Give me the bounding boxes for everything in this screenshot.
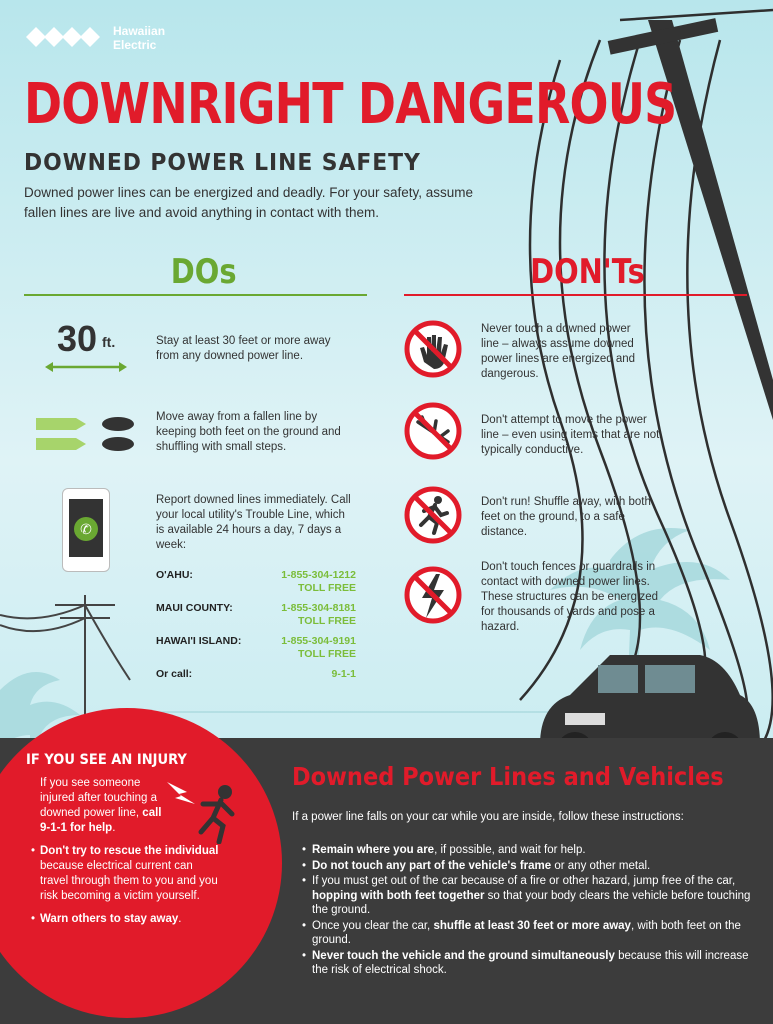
injury-bullet-2-text: . bbox=[178, 913, 182, 925]
donts-item-4: Don't touch fences or guardrails in contact with downed power lines. These structures can be energized for thousands of yards and pose a hazard. bbox=[481, 561, 659, 633]
no-electricity-icon bbox=[404, 566, 462, 624]
page-subtitle: DOWNED POWER LINE SAFETY bbox=[24, 150, 421, 176]
vehicles-bullet-4: • Once you clear the car, shuffle at least 30 feet or more away, with both feet on the ground. bbox=[312, 919, 752, 948]
vehicles-bullet-2: • Do not touch any part of the vehicle's frame or any other metal. bbox=[312, 859, 752, 874]
phone-note: TOLL FREE bbox=[298, 648, 356, 660]
phone-label: HAWAI'I ISLAND: bbox=[156, 635, 242, 647]
page-title: DOWNRIGHT DANGEROUS bbox=[24, 72, 677, 137]
phone-label: Or call: bbox=[156, 668, 193, 680]
phone-row bbox=[156, 635, 356, 668]
dos-item-2: Move away from a fallen line by keeping both feet on the ground and shuffling with small steps. bbox=[156, 411, 341, 453]
vehicles-bullet-5: • Never touch the vehicle and the ground simultaneously because this will increase the risk of electrical shock. bbox=[312, 949, 752, 978]
no-running-icon bbox=[404, 486, 462, 544]
phone-note: TOLL FREE bbox=[298, 582, 356, 594]
phone-icon bbox=[62, 488, 110, 572]
phone-row bbox=[156, 602, 356, 635]
injury-bullet-1-bold: Don't try to rescue the individual bbox=[40, 845, 219, 857]
injury-intro: If you see someone injured after touching a downed power line, bbox=[40, 777, 157, 819]
vehicles-bullet-3: • If you must get out of the car because of a fire or other hazard, jump free of the car, hopping with both feet together so that your body clears the vehicle before touching the ground. bbox=[312, 874, 752, 918]
phone-row bbox=[156, 668, 356, 688]
vehicles-heading: Downed Power Lines and Vehicles bbox=[292, 762, 724, 791]
distance-30ft-icon bbox=[45, 318, 127, 378]
shuffling-feet-icon bbox=[36, 410, 136, 460]
injury-heading: IF YOU SEE AN INJURY bbox=[26, 752, 187, 768]
intro-text: Downed power lines can be energized and deadly. For your safety, assume fallen lines are live and avoid anything in contact with them. bbox=[24, 185, 474, 220]
brand-name-line1: Hawaiian bbox=[113, 24, 166, 38]
phone-number: 9-1-1 bbox=[331, 668, 356, 680]
dos-divider bbox=[24, 294, 367, 296]
distance-value: 30 bbox=[57, 318, 98, 359]
vehicles-bullet-1: • Remain where you are, if possible, and wait for help. bbox=[312, 843, 752, 858]
injury-bullet-1-text: because electrical current can travel through them to you and you risk becoming a victim yourself. bbox=[40, 860, 218, 902]
phone-number: 1-855-304-9191 bbox=[281, 635, 356, 647]
phone-list bbox=[156, 569, 356, 688]
injury-bullet-1: • Don't try to rescue the individual because electrical current can travel through them to you and you risk becoming a victim yourself. bbox=[31, 845, 219, 902]
phone-note: TOLL FREE bbox=[298, 615, 356, 627]
phone-number: 1-855-304-8181 bbox=[281, 602, 356, 614]
phone-label: MAUI COUNTY: bbox=[156, 602, 233, 614]
brand-name-line2: Electric bbox=[113, 38, 157, 52]
injury-bullet-2-bold: Warn others to stay away bbox=[40, 913, 179, 925]
phone-number: 1-855-304-1212 bbox=[281, 569, 356, 581]
donts-item-1: Never touch a downed power line – always assume downed power lines are energized and dangerous. bbox=[481, 323, 636, 380]
injury-callout: IF YOU SEE AN INJURY If you see someone injured after touching a downed power line, call 9-1-1 for help. • Don't try to rescue the individual because electrical current can travel through them to you and you risk becoming a victim yourself. • Warn others to stay away. bbox=[26, 752, 219, 925]
call-icon: ✆ bbox=[74, 517, 98, 541]
dos-item-1: Stay at least 30 feet or more away from any downed power line. bbox=[156, 335, 331, 362]
donts-item-2: Don't attempt to move the power line – even using items that are not typically conductive. bbox=[481, 414, 660, 456]
hawaiian-electric-logo-icon bbox=[26, 22, 104, 52]
donts-item-3: Don't run! Shuffle away, with both feet on the ground, to a safe distance. bbox=[481, 496, 651, 538]
injury-intro-bold: call 9-1-1 for help bbox=[40, 807, 162, 834]
dos-heading: DOs bbox=[170, 252, 237, 292]
injury-bullet-2: • Warn others to stay away. bbox=[31, 913, 182, 925]
shocked-person-icon bbox=[165, 778, 245, 844]
phone-row bbox=[156, 569, 356, 602]
no-branch-icon bbox=[404, 402, 462, 460]
vehicles-instructions bbox=[302, 843, 752, 979]
distance-unit: ft. bbox=[102, 334, 116, 350]
donts-heading: DON'Ts bbox=[530, 252, 645, 292]
donts-divider bbox=[404, 294, 747, 296]
vehicles-intro: If a power line falls on your car while you are inside, follow these instructions: bbox=[292, 811, 684, 823]
dos-item-3: Report downed lines immediately. Call your local utility's Trouble Line, which is available 24 hours a day, 7 days a week: bbox=[156, 494, 351, 551]
phone-label: O'AHU: bbox=[156, 569, 193, 581]
no-touch-hand-icon bbox=[404, 320, 462, 378]
